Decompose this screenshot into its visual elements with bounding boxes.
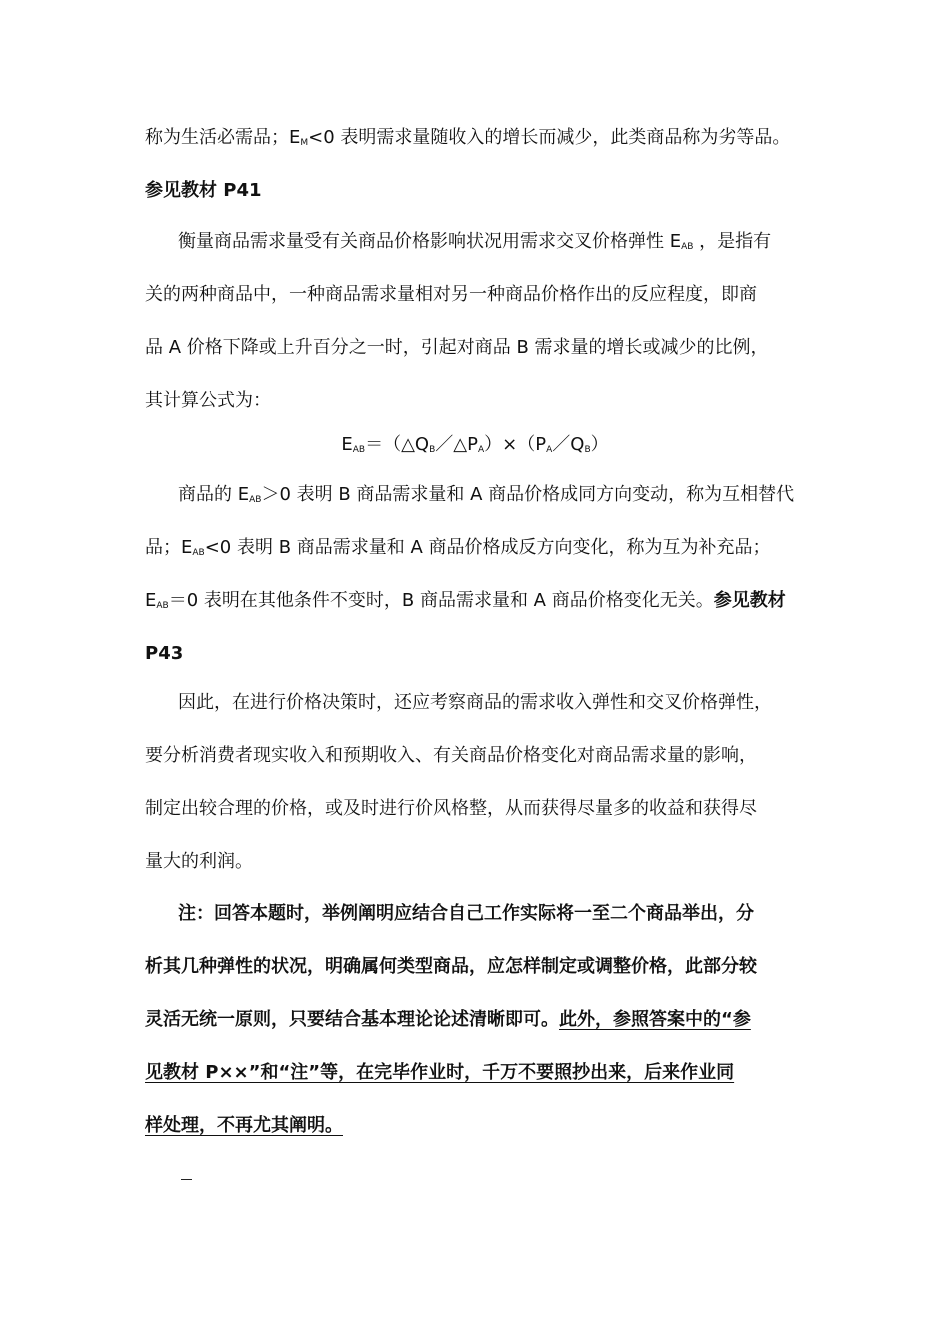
subscript: A bbox=[477, 445, 485, 455]
text-line: 其计算公式为： bbox=[145, 390, 271, 411]
text-line: 因此，在进行价格决策时，还应考察商品的需求收入弹性和交叉价格弹性， bbox=[178, 692, 772, 713]
footer-dash bbox=[181, 1179, 192, 1180]
subscript: AB bbox=[249, 495, 262, 505]
text-segment: ＝0 表明在其他条件不变时，B 商品需求量和 A 商品价格变化无关。 bbox=[168, 590, 714, 611]
text-line bbox=[145, 126, 790, 150]
formula-part: ）×（P bbox=[484, 434, 547, 455]
text-segment: ＞0 表明 B 商品需求量和 A 商品价格成同方向变动，称为互相替代 bbox=[261, 484, 795, 505]
textbook-reference: 参见教材 P41 bbox=[145, 180, 262, 201]
subscript: AB bbox=[352, 445, 366, 455]
subscript: B bbox=[429, 445, 436, 455]
formula-part: E bbox=[341, 434, 353, 455]
text-line: 制定出较合理的价格，或及时进行价风格整，从而获得尽量多的收益和获得尽 bbox=[145, 798, 757, 819]
text-line: 关的两种商品中，一种商品需求量相对另一种商品价格作出的反应程度，即商 bbox=[145, 284, 757, 305]
formula-part: ／△P bbox=[435, 434, 478, 455]
subscript: M bbox=[300, 138, 309, 148]
textbook-reference: P43 bbox=[145, 643, 184, 664]
text-segment: ，是指有 bbox=[693, 231, 772, 252]
formula-part: ／Q bbox=[552, 434, 585, 455]
text-segment: 品；E bbox=[145, 537, 193, 558]
text-segment: <0 表明需求量随收入的增长而减少，此类商品称为劣等品。 bbox=[308, 127, 791, 148]
text-segment: 衡量商品需求量受有关商品价格影响状况用需求交叉价格弹性 E bbox=[178, 231, 682, 252]
note-line: 样处理，不再尤其阐明。 bbox=[145, 1115, 343, 1136]
note-line: 析其几种弹性的状况，明确属何类型商品，应怎样制定或调整价格，此部分较 bbox=[145, 956, 757, 977]
subscript: AB bbox=[192, 548, 205, 558]
subscript: A bbox=[546, 445, 553, 455]
formula bbox=[0, 433, 950, 457]
subscript: AB bbox=[156, 601, 169, 611]
textbook-reference: 参见教材 bbox=[713, 590, 786, 611]
text-segment: 商品的 E bbox=[178, 484, 250, 505]
subscript: B bbox=[584, 445, 591, 455]
note-line: 见教材 P××”和“注”等，在完毕作业时，千万不要照抄出来，后来作业同 bbox=[145, 1062, 735, 1083]
text-segment: 称为生活必需品；E bbox=[145, 127, 301, 148]
text-segment: E bbox=[145, 590, 157, 611]
text-line: 要分析消费者现实收入和预期收入、有关商品价格变化对商品需求量的影响， bbox=[145, 745, 757, 766]
formula-part: ） bbox=[590, 434, 609, 455]
note-line bbox=[145, 1008, 751, 1032]
text-line bbox=[178, 483, 794, 507]
text-line bbox=[145, 589, 786, 613]
subscript: AB bbox=[681, 242, 694, 252]
underlined-text: 此外，参照答案中的“参 bbox=[559, 1009, 751, 1030]
text-line: 品 A 价格下降或上升百分之一时，引起对商品 B 需求量的增长或减少的比例， bbox=[145, 337, 769, 358]
formula-part: ＝（△Q bbox=[365, 434, 430, 455]
text-segment: <0 表明 B 商品需求量和 A 商品价格成反方向变化，称为互为补充品； bbox=[204, 537, 771, 558]
text-line bbox=[178, 230, 771, 254]
note-line: 注：回答本题时，举例阐明应结合自己工作实际将一至二个商品举出，分 bbox=[178, 903, 754, 924]
text-line: 量大的利润。 bbox=[145, 851, 253, 872]
text-line bbox=[145, 536, 771, 560]
text-segment: 灵活无统一原则，只要结合基本理论论述清晰即可。 bbox=[145, 1009, 559, 1030]
